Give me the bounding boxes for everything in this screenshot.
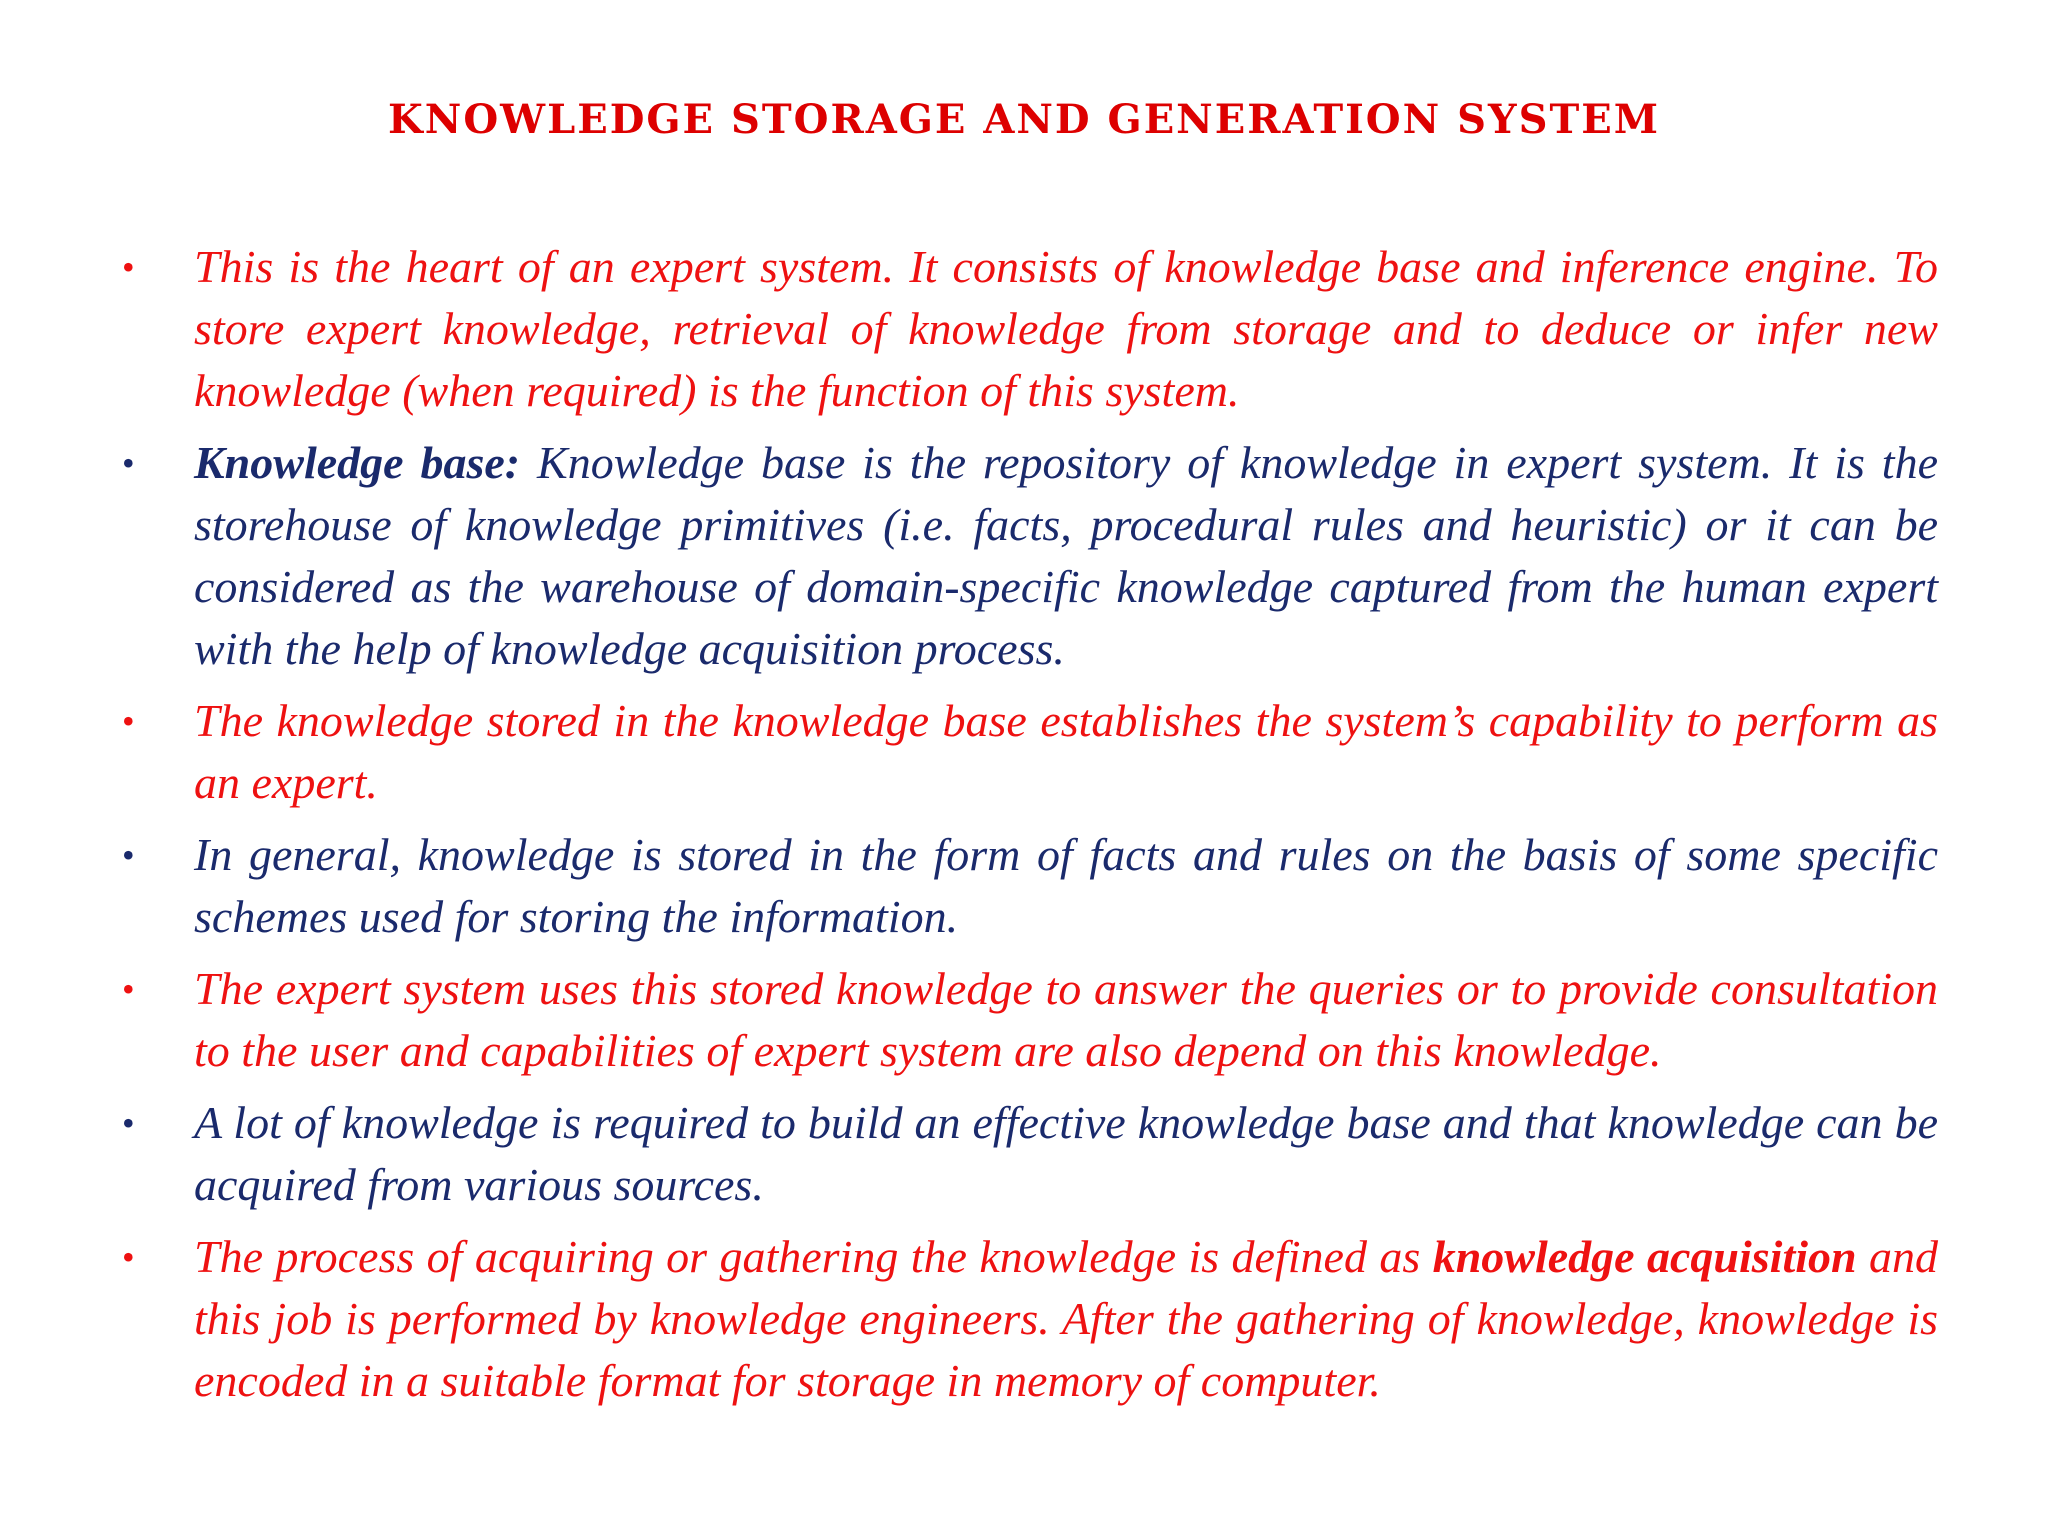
- bullet-dot-icon: •: [122, 247, 135, 287]
- bullet-dot-icon: •: [122, 701, 135, 741]
- bullet-dot-icon: •: [122, 835, 135, 875]
- bullet-text: A lot of knowledge is required to build an effective knowledge base and that knowledge can be acquired from various sources.: [194, 1097, 1938, 1210]
- bullet-item: [120, 1092, 1938, 1216]
- bullet-bold-term: knowledge acquisition: [1432, 1231, 1857, 1282]
- bullet-text: Knowledge base is the repository of knowledge in expert system. It is the storehouse of knowledge primitives (i.e. facts, procedural rules and heuristic) or it can be considered as the warehouse of domain-specific knowledge captured from the human expert with the help of knowledge acquisition process.: [194, 437, 1938, 674]
- bullet-lead-term: Knowledge base:: [194, 437, 521, 488]
- bullet-list: [120, 236, 1938, 1422]
- bullet-item: [120, 236, 1938, 422]
- bullet-dot-icon: •: [122, 1237, 135, 1277]
- bullet-item: [120, 432, 1938, 680]
- bullet-text: The expert system uses this stored knowledge to answer the queries or to provide consultation to the user and capabilities of expert system are also depend on this knowledge.: [194, 963, 1938, 1076]
- bullet-text: and this job is performed by knowledge engineers. After the gathering of knowledge, knowledge is encoded in a suitable format for storage in memory of computer.: [194, 1231, 1939, 1406]
- bullet-item: [120, 824, 1938, 948]
- bullet-dot-icon: •: [122, 969, 135, 1009]
- bullet-item: [120, 690, 1938, 814]
- bullet-text: This is the heart of an expert system. It consists of knowledge base and inference engine. To store expert knowledge, retrieval of knowledge from storage and to deduce or infer new knowledge (when required) is the function of this system.: [194, 241, 1938, 416]
- bullet-dot-icon: •: [122, 1103, 135, 1143]
- slide-title: KNOWLEDGE STORAGE AND GENERATION SYSTEM: [388, 96, 1660, 143]
- bullet-text: In general, knowledge is stored in the form of facts and rules on the basis of some specific schemes used for storing the information.: [194, 829, 1938, 942]
- bullet-item: [120, 1226, 1938, 1412]
- bullet-text: The process of acquiring or gathering the knowledge is defined as: [194, 1231, 1433, 1282]
- bullet-text: The knowledge stored in the knowledge base establishes the system’s capability to perform as an expert.: [194, 695, 1938, 808]
- bullet-item: [120, 958, 1938, 1082]
- bullet-dot-icon: •: [122, 443, 135, 483]
